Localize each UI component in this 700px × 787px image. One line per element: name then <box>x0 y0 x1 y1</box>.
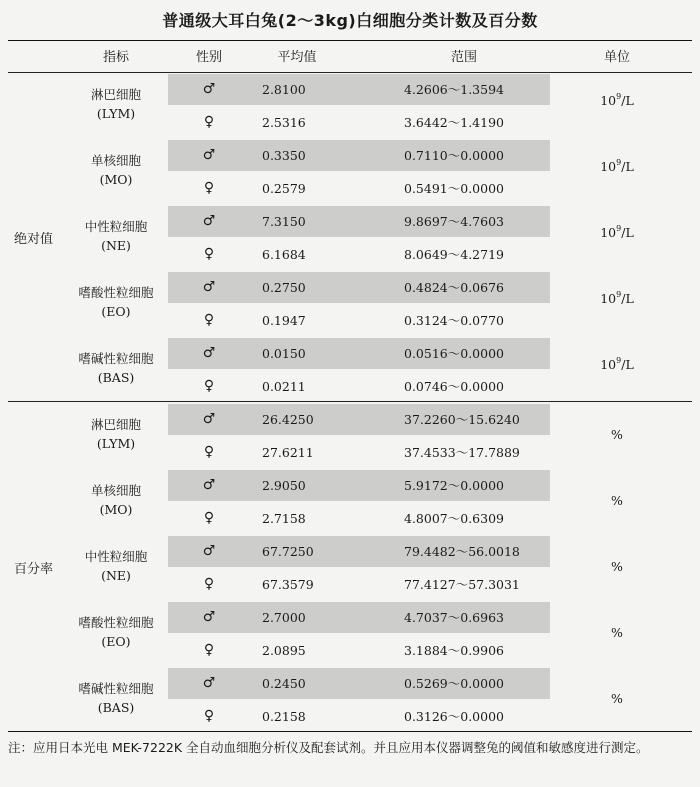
indicator-name: 淋巴细胞 <box>90 417 141 432</box>
unit-cell <box>592 291 642 306</box>
unit-tail: /L <box>621 93 634 108</box>
range-value: 3.6442～1.4190 <box>404 115 504 130</box>
indicator-name: 中性粒细胞 <box>84 219 148 234</box>
top-rule <box>8 40 692 41</box>
unit-tail: /L <box>621 291 634 306</box>
mean-value: 6.1684 <box>262 247 306 262</box>
male-symbol: ♂ <box>202 213 216 229</box>
range-value: 0.4824～0.0676 <box>404 280 504 295</box>
indicator-cell <box>56 151 176 189</box>
indicator-abbr: (BAS) <box>97 700 135 715</box>
range-value: 3.1884～0.9906 <box>404 643 504 658</box>
indicator-name: 嗜酸性粒细胞 <box>78 615 154 630</box>
indicator-name: 嗜碱性粒细胞 <box>78 351 154 366</box>
mean-value: 7.3150 <box>262 214 306 229</box>
mean-value: 0.2450 <box>262 676 306 691</box>
range-value: 4.2606～1.3594 <box>404 82 504 97</box>
unit-exponent: 9 <box>616 290 622 299</box>
header-rule <box>8 72 692 73</box>
mean-value: 2.0895 <box>262 643 306 658</box>
unit-base: % <box>611 559 623 574</box>
unit-exponent: 9 <box>616 92 622 101</box>
unit-exponent: 9 <box>616 158 622 167</box>
range-value: 9.8697～4.7603 <box>404 214 504 229</box>
header-unit: 单位 <box>603 50 630 65</box>
indicator-abbr: (BAS) <box>97 370 135 385</box>
mean-value: 0.0150 <box>262 346 306 361</box>
range-value: 37.4533～17.7889 <box>404 445 520 460</box>
female-symbol: ♀ <box>203 708 215 724</box>
female-symbol: ♀ <box>203 576 215 592</box>
header-range: 范围 <box>450 50 477 65</box>
footnote: 注：应用日本光电 MEK-7222K 全自动血细胞分析仪及配套试剂。并且应用本仪器调整兔的阈值和敏感度进行测定。 <box>8 740 649 755</box>
range-value: 0.7110～0.0000 <box>404 148 504 163</box>
indicator-name: 中性粒细胞 <box>84 549 148 564</box>
header-sex: 性别 <box>195 50 222 65</box>
indicator-cell <box>56 349 176 387</box>
range-value: 37.2260～15.6240 <box>404 412 520 427</box>
female-symbol: ♀ <box>203 114 215 130</box>
mean-value: 2.7158 <box>262 511 306 526</box>
mean-value: 0.2750 <box>262 280 306 295</box>
unit-base: 10 <box>600 225 617 240</box>
unit-cell <box>592 357 642 372</box>
range-value: 8.0649～4.2719 <box>404 247 504 262</box>
table-title: 普通级大耳白兔(2～3kg)白细胞分类计数及百分数 <box>162 11 538 30</box>
indicator-name: 单核细胞 <box>90 153 141 168</box>
indicator-abbr: (EO) <box>101 304 131 319</box>
unit-cell <box>592 691 642 706</box>
indicator-cell <box>56 85 176 123</box>
male-symbol: ♂ <box>202 543 216 559</box>
indicator-cell <box>56 613 176 651</box>
indicator-cell <box>56 283 176 321</box>
unit-exponent: 9 <box>616 224 622 233</box>
indicator-name: 淋巴细胞 <box>90 87 141 102</box>
unit-exponent: 9 <box>616 356 622 365</box>
indicator-name: 嗜碱性粒细胞 <box>78 681 154 696</box>
indicator-abbr: (MO) <box>99 502 133 517</box>
group-label: 百分率 <box>14 562 54 577</box>
female-symbol: ♀ <box>203 642 215 658</box>
range-value: 0.5269～0.0000 <box>404 676 504 691</box>
range-value: 0.0516～0.0000 <box>404 346 504 361</box>
indicator-abbr: (LYM) <box>96 106 136 121</box>
mean-value: 0.2579 <box>262 181 306 196</box>
unit-tail: /L <box>621 159 634 174</box>
unit-cell <box>592 225 642 240</box>
indicator-abbr: (LYM) <box>96 436 136 451</box>
female-symbol: ♀ <box>203 246 215 262</box>
unit-base: 10 <box>600 159 617 174</box>
unit-base: 10 <box>600 357 617 372</box>
female-symbol: ♀ <box>203 510 215 526</box>
range-value: 4.8007～0.6309 <box>404 511 504 526</box>
female-symbol: ♀ <box>203 312 215 328</box>
range-value: 0.3126～0.0000 <box>404 709 504 724</box>
indicator-cell <box>56 481 176 519</box>
mean-value: 2.8100 <box>262 82 306 97</box>
indicator-name: 嗜酸性粒细胞 <box>78 285 154 300</box>
range-value: 4.7037～0.6963 <box>404 610 504 625</box>
indicator-abbr: (EO) <box>101 634 131 649</box>
male-symbol: ♂ <box>202 477 216 493</box>
unit-base: 10 <box>600 93 617 108</box>
unit-cell <box>592 93 642 108</box>
indicator-cell <box>56 415 176 453</box>
unit-base: % <box>611 427 623 442</box>
mean-value: 0.3350 <box>262 148 306 163</box>
unit-base: % <box>611 493 623 508</box>
male-symbol: ♂ <box>202 675 216 691</box>
group-label: 绝对值 <box>14 232 54 247</box>
indicator-cell <box>56 679 176 717</box>
range-value: 5.9172～0.0000 <box>404 478 504 493</box>
mean-value: 0.0211 <box>262 379 306 394</box>
header-avg: 平均值 <box>277 50 317 65</box>
mean-value: 27.6211 <box>262 445 314 460</box>
female-symbol: ♀ <box>203 180 215 196</box>
mean-value: 2.7000 <box>262 610 306 625</box>
mean-value: 67.7250 <box>262 544 314 559</box>
unit-base: 10 <box>600 291 617 306</box>
range-value: 0.0746～0.0000 <box>404 379 504 394</box>
mean-value: 67.3579 <box>262 577 314 592</box>
range-value: 79.4482～56.0018 <box>404 544 520 559</box>
indicator-abbr: (MO) <box>99 172 133 187</box>
mean-value: 2.5316 <box>262 115 306 130</box>
indicator-abbr: (NE) <box>101 238 131 253</box>
indicator-cell <box>56 547 176 585</box>
unit-cell <box>592 159 642 174</box>
indicator-abbr: (NE) <box>101 568 131 583</box>
male-symbol: ♂ <box>202 81 216 97</box>
unit-cell <box>592 559 642 574</box>
male-symbol: ♂ <box>202 147 216 163</box>
mean-value: 0.1947 <box>262 313 306 328</box>
indicator-name: 单核细胞 <box>90 483 141 498</box>
unit-tail: /L <box>621 225 634 240</box>
unit-cell <box>592 427 642 442</box>
unit-base: % <box>611 691 623 706</box>
unit-tail: /L <box>621 357 634 372</box>
male-symbol: ♂ <box>202 411 216 427</box>
range-value: 77.4127～57.3031 <box>404 577 520 592</box>
mean-value: 2.9050 <box>262 478 306 493</box>
unit-base: % <box>611 625 623 640</box>
unit-cell <box>592 493 642 508</box>
male-symbol: ♂ <box>202 609 216 625</box>
mean-value: 26.4250 <box>262 412 314 427</box>
female-symbol: ♀ <box>203 444 215 460</box>
female-symbol: ♀ <box>203 378 215 394</box>
male-symbol: ♂ <box>202 279 216 295</box>
male-symbol: ♂ <box>202 345 216 361</box>
header-indicator: 指标 <box>102 50 129 65</box>
unit-cell <box>592 625 642 640</box>
mean-value: 0.2158 <box>262 709 306 724</box>
range-value: 0.3124～0.0770 <box>404 313 504 328</box>
indicator-cell <box>56 217 176 255</box>
range-value: 0.5491～0.0000 <box>404 181 504 196</box>
